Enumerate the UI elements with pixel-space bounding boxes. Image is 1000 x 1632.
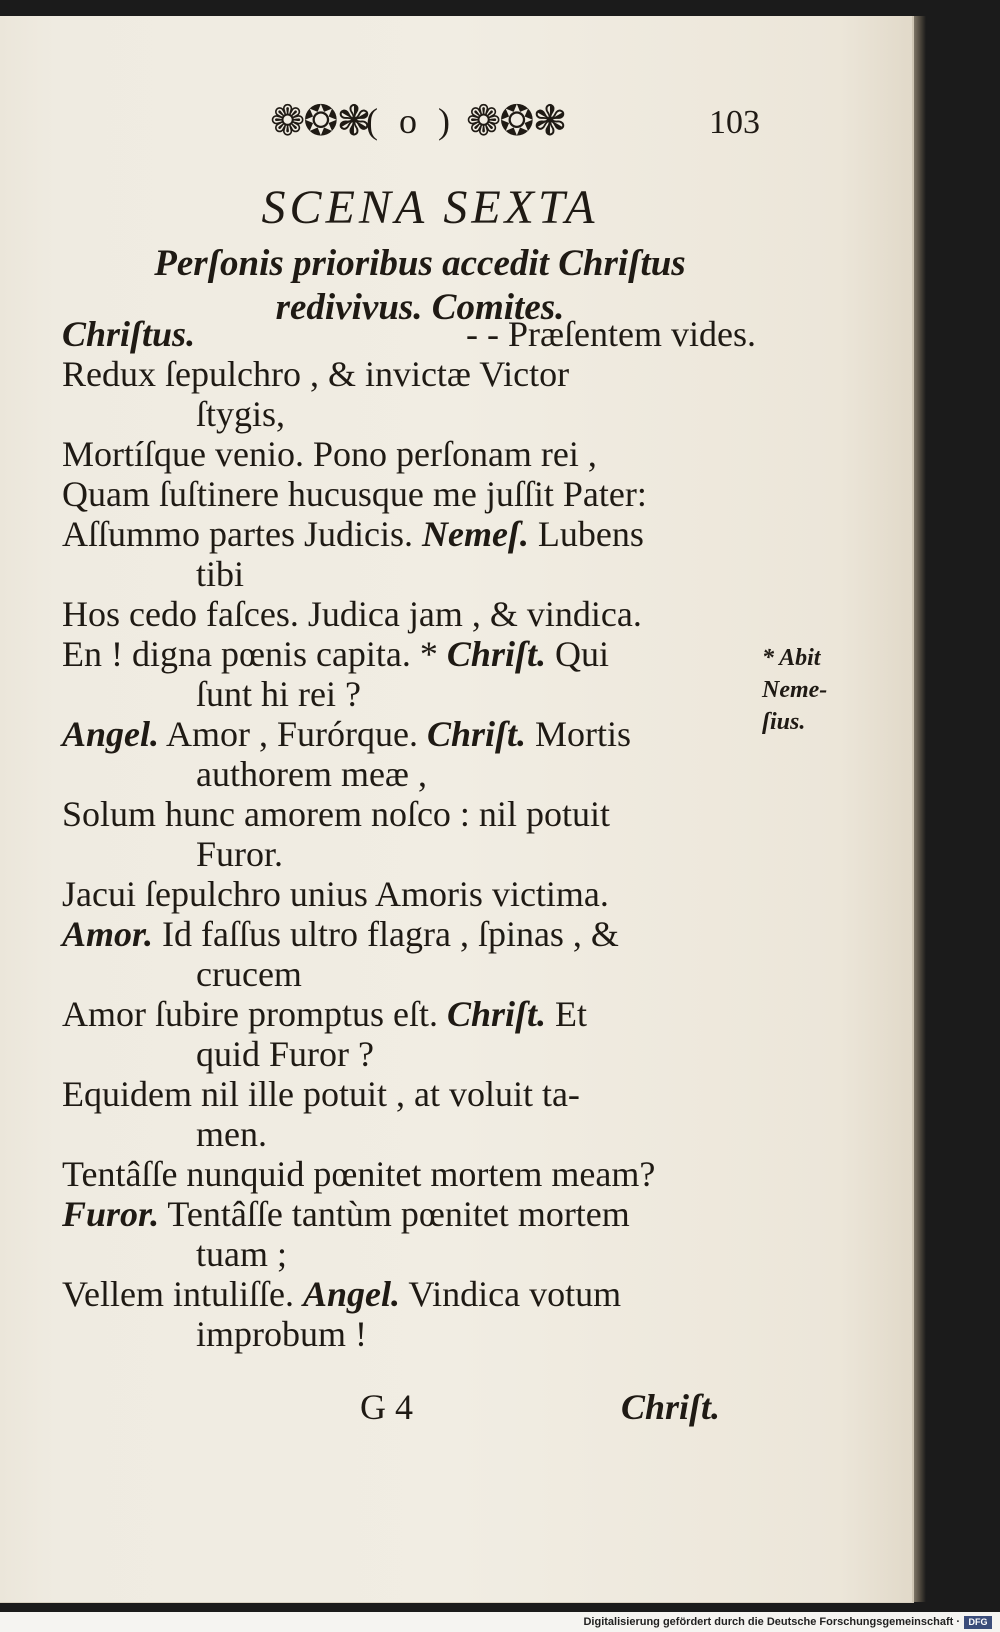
page-footer bbox=[360, 1386, 720, 1436]
speaker-name: Chriſt. bbox=[446, 994, 546, 1034]
margin-note bbox=[762, 642, 827, 738]
verse-line: tuam ; bbox=[196, 1234, 287, 1274]
verse-line: ſtygis, bbox=[196, 394, 286, 434]
scene-subtitle-line: Perſonis prioribus accedit Chriſtus bbox=[154, 243, 686, 284]
book-page bbox=[0, 16, 914, 1603]
verse-line bbox=[62, 1274, 756, 1314]
verse-line: Redux ſepulchro , & invictæ Victor bbox=[62, 354, 570, 394]
credit-text: Digitalisierung gefördert durch die Deutsche Forschungsgemeinschaft · bbox=[583, 1616, 960, 1628]
verse-text: Mortis bbox=[526, 714, 632, 754]
speaker-name: Chriſt. bbox=[446, 634, 546, 674]
speaker-name: Chriſt. bbox=[427, 714, 527, 754]
verse-line: men. bbox=[196, 1114, 267, 1154]
verse-line bbox=[62, 634, 756, 674]
verse-line: Hos cedo faſces. Judica jam , & vindica. bbox=[62, 594, 642, 634]
page-number: 103 bbox=[709, 104, 760, 141]
scene-subtitle-line: redivivus. Comites. bbox=[275, 287, 565, 328]
speaker-name: Nemeſ. bbox=[421, 514, 529, 554]
verse-line bbox=[62, 314, 756, 354]
verse-line: tibi bbox=[196, 554, 245, 594]
verse-line: Equidem nil ille potuit , at voluit ta- bbox=[62, 1074, 580, 1114]
verse-text: Amor ſubire promptus eſt. bbox=[62, 994, 447, 1034]
verse-line: Solum hunc amorem noſco : nil potuit bbox=[62, 794, 610, 834]
speaker-name: Furor. bbox=[62, 1194, 160, 1234]
digitization-credit bbox=[0, 1614, 1000, 1632]
dfg-logo-icon: DFG bbox=[964, 1616, 992, 1629]
verse-line: Tentâſſe nunquid pœnitet mortem meam? bbox=[62, 1154, 656, 1194]
verse-line: authorem meæ , bbox=[196, 754, 427, 794]
verse-text: Tentâſſe tantùm pœnitet mortem bbox=[159, 1194, 630, 1234]
verse-text: Qui bbox=[545, 634, 609, 674]
verse-line: Furor. bbox=[196, 834, 284, 874]
speaker-name: Angel. bbox=[302, 1274, 400, 1314]
verse-text: Aſſummo partes Judicis. bbox=[62, 514, 422, 554]
verse-line: Mortíſque venio. Pono perſonam rei , bbox=[62, 434, 597, 474]
margin-note-line: Neme- bbox=[762, 677, 828, 703]
verse-text: Vindica votum bbox=[399, 1274, 622, 1314]
scene-title: SCENA SEXTA bbox=[261, 181, 599, 234]
running-header bbox=[270, 96, 760, 166]
verse-line bbox=[62, 994, 756, 1034]
verse-line: improbum ! bbox=[196, 1314, 367, 1354]
margin-note-line: * Abit bbox=[762, 645, 821, 671]
verse-line: quid Furor ? bbox=[196, 1034, 374, 1074]
speaker-name: Angel. bbox=[62, 714, 160, 754]
verse-text: Lubens bbox=[528, 514, 644, 554]
ornament-right-icon: ❁❂❃ bbox=[466, 99, 566, 145]
page-edge bbox=[912, 16, 926, 1602]
verse-line bbox=[62, 914, 756, 954]
verse-line bbox=[62, 1194, 756, 1234]
verse-text: Id faſſus ultro flagra , ſpinas , & bbox=[153, 914, 619, 954]
verse-text: En ! digna pœnis capita. * bbox=[62, 634, 447, 674]
speaker-name: Amor. bbox=[62, 914, 154, 954]
verse-line bbox=[62, 514, 756, 554]
margin-note-line: ſius. bbox=[762, 709, 806, 735]
verse-text: - - Præſentem vides. bbox=[466, 314, 756, 354]
signature-mark: G 4 bbox=[360, 1387, 413, 1427]
verse-text: Amor , Furórque. bbox=[159, 714, 427, 754]
verse-line: Jacui ſepulchro unius Amoris victima. bbox=[62, 874, 609, 914]
ornament-left-icon: ❁❂❃ bbox=[270, 99, 370, 145]
verse-line: ſunt hi rei ? bbox=[196, 674, 361, 714]
section-marker: ( o ) bbox=[366, 101, 456, 141]
verse-text: Et bbox=[546, 994, 587, 1034]
speaker-name: Chriſtus. bbox=[62, 314, 196, 354]
verse-line: Quam ſuſtinere hucusque me juſſit Pater: bbox=[62, 474, 647, 514]
verse-text: Vellem intuliſſe. bbox=[62, 1274, 303, 1314]
catchword: Chriſt. bbox=[620, 1387, 720, 1427]
verse-line: crucem bbox=[196, 954, 302, 994]
verse-line bbox=[62, 714, 756, 754]
